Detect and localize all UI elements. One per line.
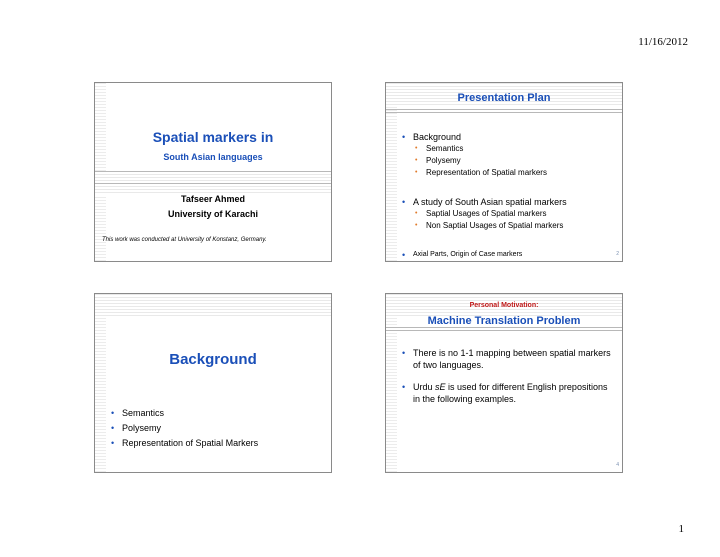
list-subitem: • Non Saptial Usages of Spatial markers (402, 220, 614, 232)
slide-rule (386, 330, 622, 331)
slide-number: 2 (616, 251, 619, 257)
list-item: • Semantics (111, 406, 323, 421)
slide-3 (94, 293, 332, 473)
list-subitem: • Semantics (402, 143, 614, 155)
slide-rule (95, 183, 331, 184)
slide4-list (402, 347, 614, 405)
slide-number: 4 (616, 462, 619, 468)
slide2-list-2 (402, 196, 614, 232)
slide2-title: Presentation Plan (457, 92, 551, 104)
slide1-title: Spatial markers in (152, 129, 274, 145)
slide-rule (386, 327, 622, 328)
slide-band (95, 294, 331, 318)
slide2-list (402, 131, 614, 179)
b2-em: sE (435, 382, 446, 392)
slide3-list (111, 406, 323, 451)
slide1-affiliation: University of Karachi (167, 209, 259, 219)
slide-rule (386, 109, 622, 110)
slide-rule (95, 171, 331, 172)
slide4-kicker: Personal Motivation: (469, 302, 539, 309)
b2-pre: Urdu (413, 382, 436, 392)
slide1-author: Tafseer Ahmed (180, 194, 246, 204)
list-item: • Representation of Spatial Markers (111, 436, 323, 451)
list-item: • A study of South Asian spatial markers (402, 196, 614, 208)
slide-1 (94, 82, 332, 262)
list-item (402, 381, 614, 405)
slide-4 (385, 293, 623, 473)
slide4-title: Machine Translation Problem (427, 315, 581, 327)
list-item: • There is no 1-1 mapping between spatial markers of two languages. (402, 347, 614, 371)
page-date: 11/16/2012 (638, 36, 688, 48)
list-subitem: • Polysemy (402, 155, 614, 167)
list-item: • Background (402, 131, 614, 143)
page-number: 1 (678, 523, 684, 535)
slide1-subtitle: South Asian languages (163, 152, 263, 162)
list-subitem: • Saptial Usages of Spatial markers (402, 208, 614, 220)
slide1-note: This work was conducted at University of Konstanz, Germany. (102, 237, 267, 243)
list-subitem: • Representation of Spatial markers (402, 167, 614, 179)
b2-post: is used for different English prepositions in the following examples. (413, 382, 608, 404)
list-item: • Polysemy (111, 421, 323, 436)
slide3-title: Background (169, 351, 257, 368)
list-item: • Axial Parts, Origin of Case markers (402, 249, 614, 261)
slide2-list-3 (402, 249, 614, 261)
slide-stripe (95, 294, 106, 472)
slide-rule (386, 112, 622, 113)
slide-2 (385, 82, 623, 262)
